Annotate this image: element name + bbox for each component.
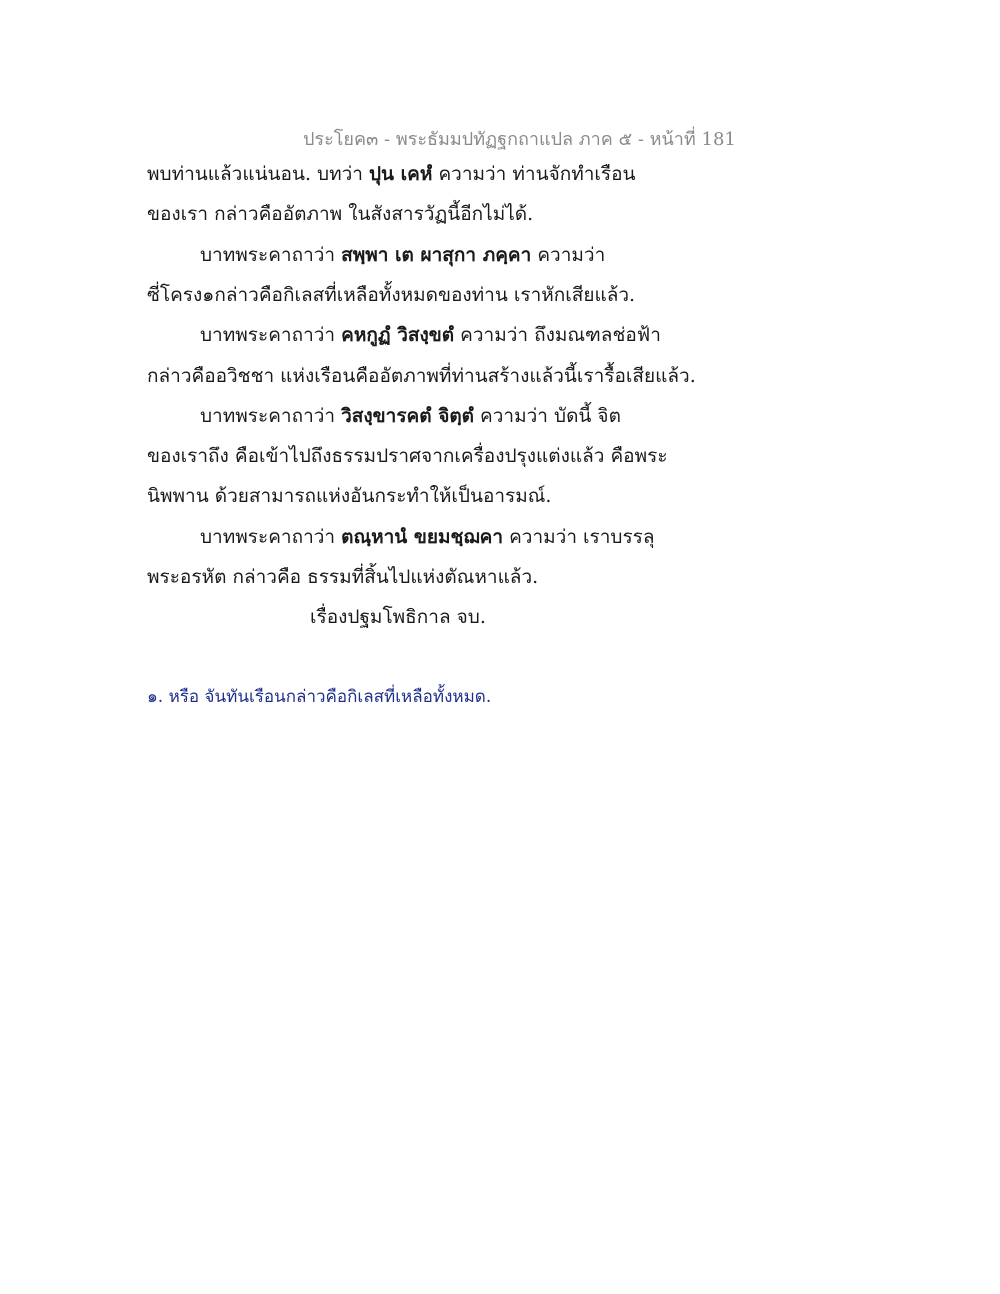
text-line-6: กล่าวคืออวิชชา แห่งเรือนคืออัตภาพที่ท่านสร้างแล้วนี้เรารื้อเสียแล้ว. xyxy=(147,365,696,387)
text-line-9: นิพพาน ด้วยสามารถแห่งอันกระทำให้เป็นอารมณ์. xyxy=(147,485,552,507)
story-end-line: เรื่องปฐมโพธิกาล จบ. xyxy=(310,606,486,628)
text-line-1: พบท่านแล้วแน่นอน. บทว่า ปุน เคหํ ความว่า ท่านจักทำเรือน xyxy=(147,163,636,185)
text-line-8: ของเราถึง คือเข้าไปถึงธรรมปราศจากเครื่องปรุงแต่งแล้ว คือพระ xyxy=(147,445,668,467)
footnote: ๑. หรือ จันทันเรือนกล่าวคือกิเลสที่เหลือทั้งหมด. xyxy=(147,687,492,707)
text-line-10: บาทพระคาถาว่า ตณฺหานํ ขยมชฺฌคา ความว่า เราบรรลุ xyxy=(200,526,655,548)
page-header: ประโยค๓ - พระธัมมปทัฏฐกถาแปล ภาค ๕ - หน้าที่ 181 xyxy=(303,129,736,150)
text-line-2: ของเรา กล่าวคืออัตภาพ ในสังสารวัฏนี้อีกไม่ได้. xyxy=(147,203,534,225)
text-line-7: บาทพระคาถาว่า วิสงฺขารคตํ จิตฺตํ ความว่า บัดนี้ จิต xyxy=(200,405,621,427)
text-line-4: ซี่โครง๑กล่าวคือกิเลสที่เหลือทั้งหมดของท่าน เราหักเสียแล้ว. xyxy=(147,284,636,306)
text-line-3: บาทพระคาถาว่า สพฺพา เต ผาสุกา ภคฺคา ความว่า xyxy=(200,244,606,266)
text-line-5: บาทพระคาถาว่า คหกูฏํ วิสงฺขตํ ความว่า ถึงมณฑลช่อฟ้า xyxy=(200,324,661,346)
text-line-11: พระอรหัต กล่าวคือ ธรรมที่สิ้นไปแห่งตัณหาแล้ว. xyxy=(147,566,539,588)
